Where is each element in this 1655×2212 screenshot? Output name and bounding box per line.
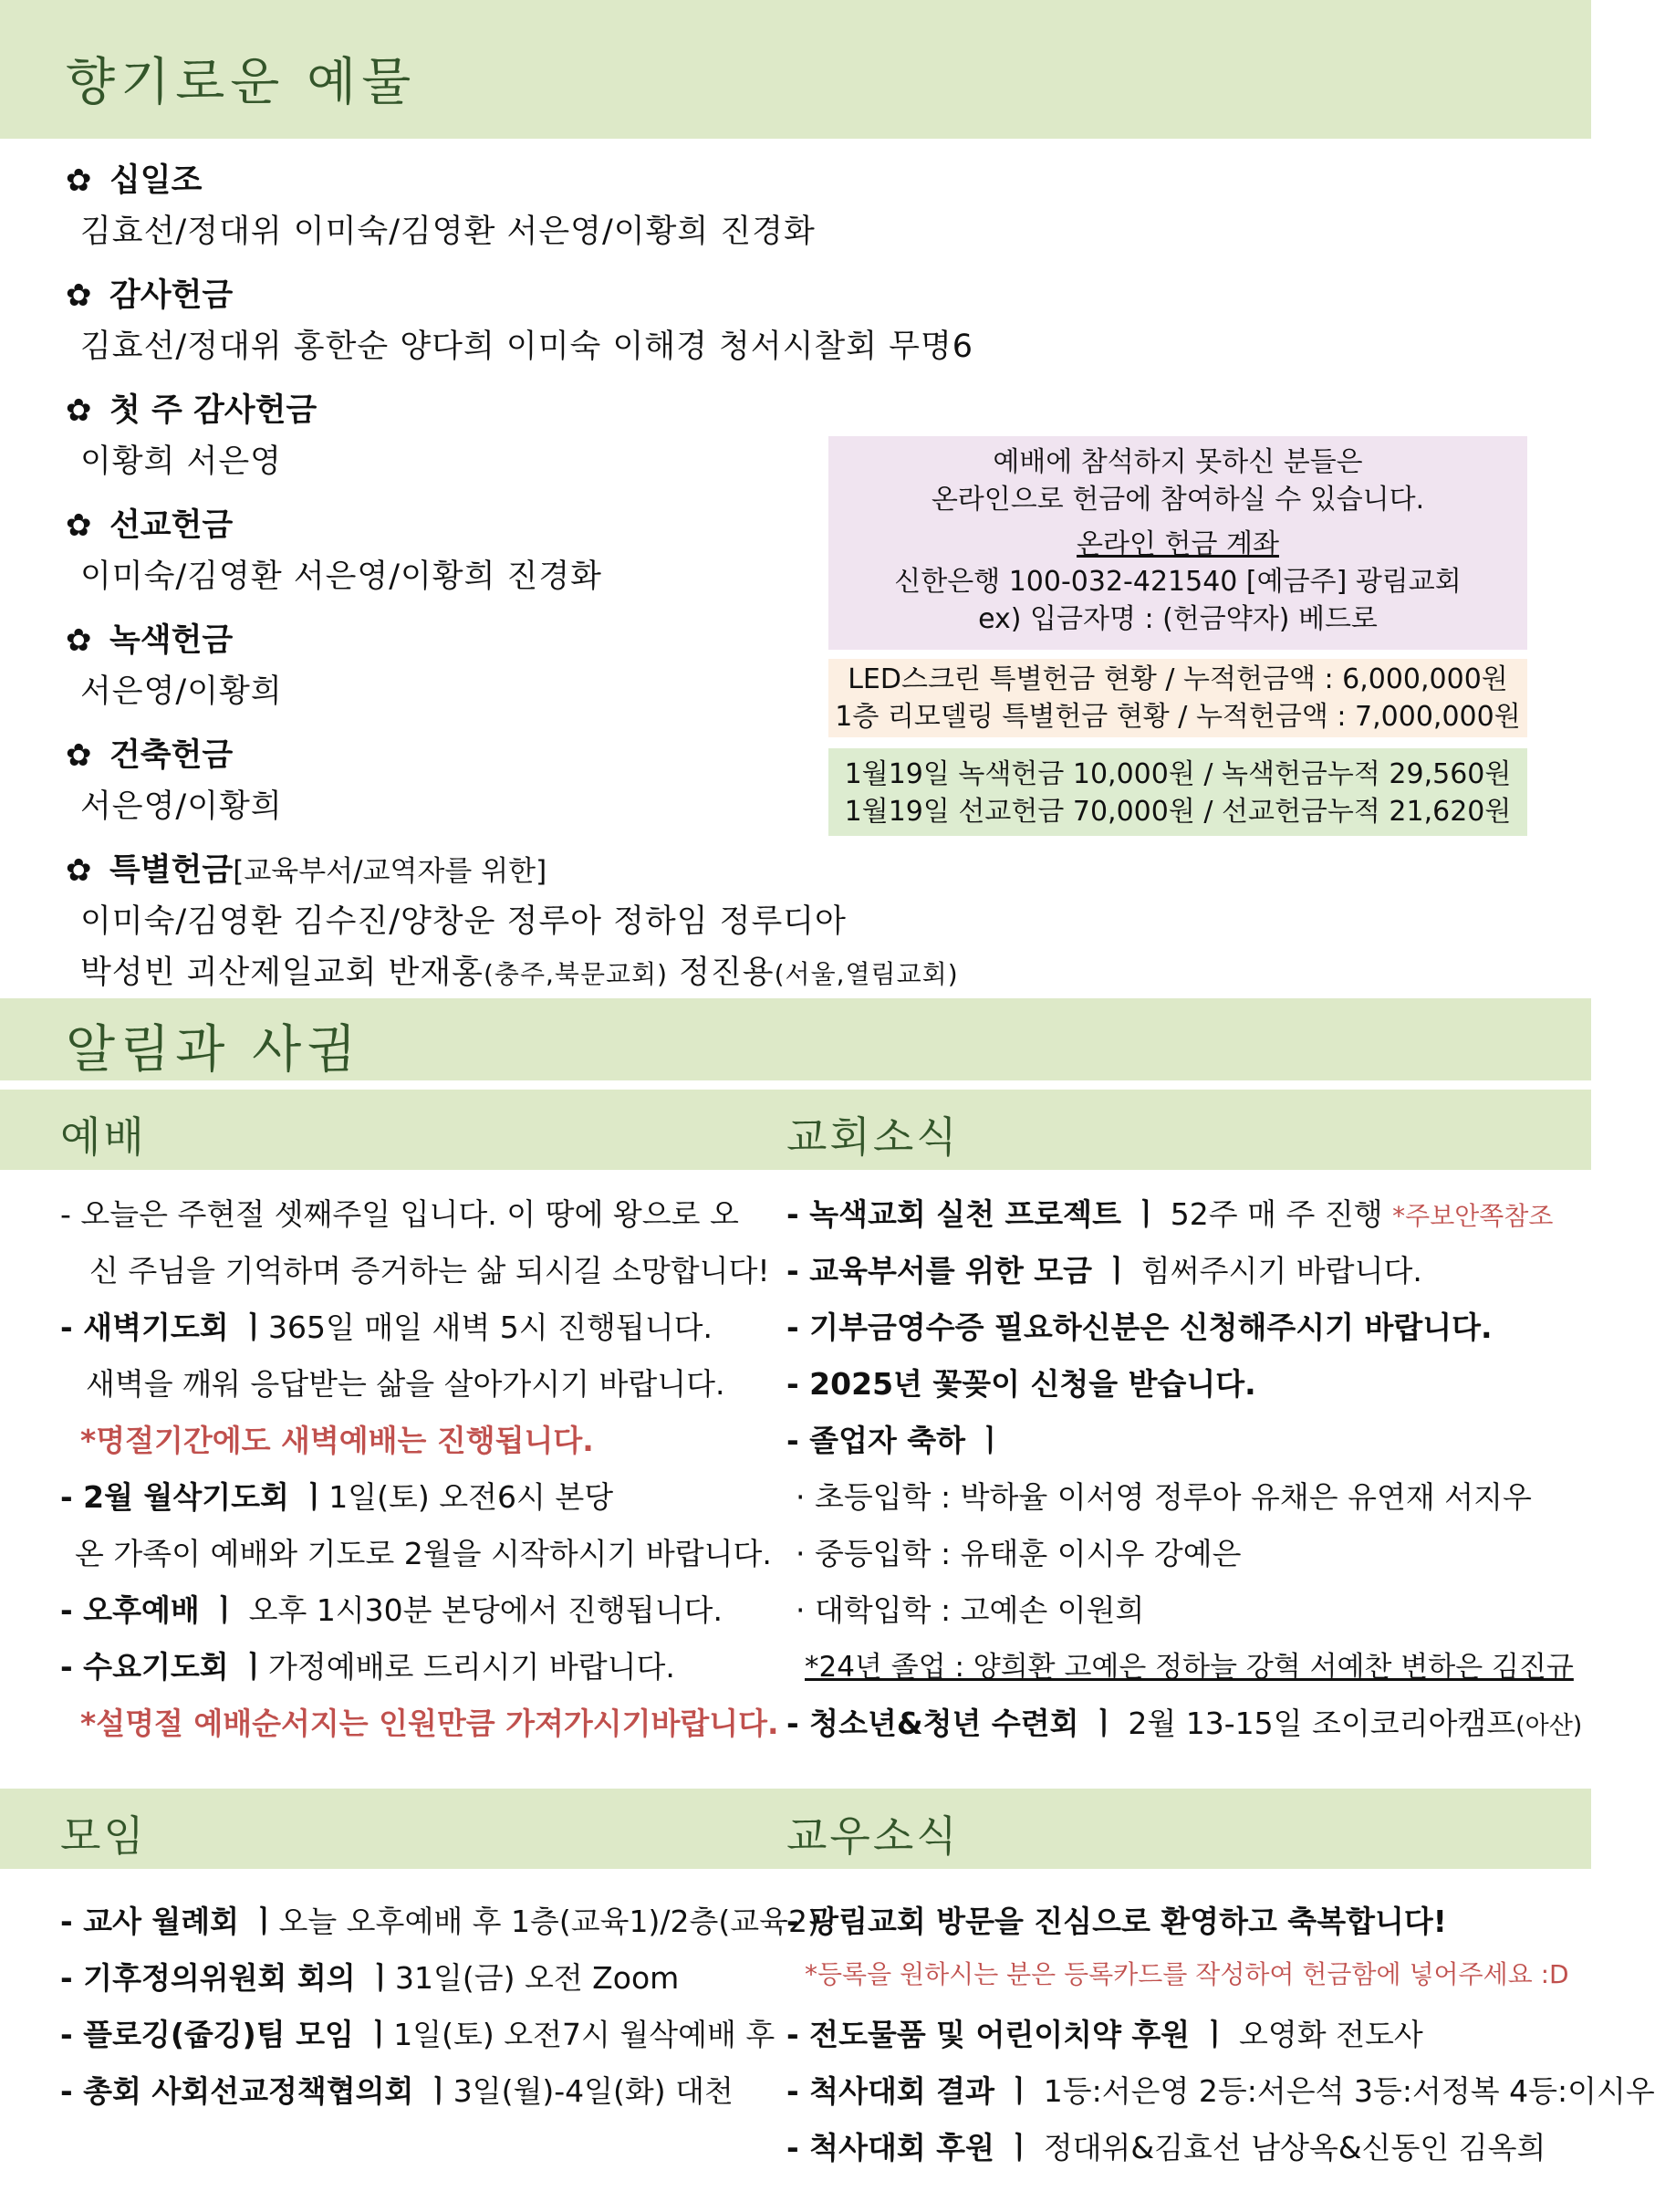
offering-title: ✿ 특별헌금[교육부서/교역자를 위한]	[66, 852, 547, 889]
members-news-item: - 전도물품 및 어린이치약 후원 ㅣ 오영화 전도사	[786, 2017, 1423, 2052]
members-news-item: - 척사대회 후원 ㅣ 정대위&김효선 남상옥&신동인 김옥희	[786, 2130, 1546, 2165]
members-news-title: 교우소식	[786, 1811, 960, 1861]
worship-church-band	[0, 1090, 1591, 1170]
worship-line: 온 가족이 예배와 기도로 2월을 시작하시기 바랍니다.	[75, 1536, 772, 1571]
meeting-members-band	[0, 1789, 1591, 1869]
online-line2: 온라인으로 헌금에 참여하실 수 있습니다.	[931, 484, 1425, 516]
flower-icon: ✿	[66, 507, 92, 544]
graduation-item: · 초등입학 : 박하율 이서영 정루아 유채은 유연재 서지우	[796, 1479, 1532, 1515]
church-news-item: - 녹색교회 실천 프로젝트 ㅣ 52주 매 주 진행 *주보안쪽참조	[786, 1196, 1554, 1232]
offerings-header-band	[0, 0, 1591, 139]
green-line1: 1월19일 녹색헌금 10,000원 / 녹색헌금누적 29,560원	[844, 758, 1512, 790]
worship-note: *명절기간에도 새벽예배는 진행됩니다.	[80, 1423, 594, 1458]
worship-line: 새벽을 깨워 응답받는 삶을 살아가시기 바랍니다.	[86, 1366, 725, 1402]
church-news-title: 교회소식	[786, 1112, 960, 1162]
worship-title: 예배	[60, 1112, 147, 1162]
flower-icon: ✿	[66, 852, 92, 889]
online-line1: 예배에 참석하지 못하신 분들은	[993, 446, 1363, 478]
wednesday-prayer: - 수요기도회 ㅣ가정예배로 드리시기 바랍니다.	[60, 1649, 675, 1685]
offering-title: ✿ 감사헌금	[66, 277, 234, 314]
offering-names: 이황희 서은영	[80, 443, 282, 480]
church-news-item: - 청소년&청년 수련회 ㅣ 2월 13-15일 조이코리아캠프(아산)	[786, 1706, 1583, 1741]
offering-note: [교육부서/교역자를 위한]	[233, 855, 547, 888]
graduation-item: *24년 졸업 : 양희환 고예은 정하늘 강혁 서예찬 변하은 김진규	[805, 1651, 1574, 1684]
offering-names: 서은영/이황희	[80, 788, 283, 825]
offering-title: ✿ 첫 주 감사헌금	[66, 392, 317, 429]
flower-icon: ✿	[66, 277, 92, 314]
members-news-item: - 광림교회 방문을 진심으로 환영하고 축복합니다!	[786, 1904, 1447, 1939]
graduation-item: · 중등입학 : 유태훈 이시우 강예은	[796, 1536, 1242, 1571]
offering-title: ✿ 십일조	[66, 162, 203, 199]
notices-header-band	[0, 998, 1591, 1080]
meeting-item: - 기후정의위원회 회의 ㅣ31일(금) 오전 Zoom	[60, 1960, 680, 1996]
notices-title: 알림과 사귐	[66, 1020, 362, 1080]
members-news-item: - 척사대회 결과 ㅣ 1등:서은영 2등:서은석 3등:서정복 4등:이시우	[786, 2073, 1655, 2109]
offering-title: ✿ 녹색헌금	[66, 622, 234, 659]
offerings-title: 향기로운 예물	[66, 53, 417, 112]
flower-icon: ✿	[66, 622, 92, 659]
church-news-item: - 기부금영수증 필요하신분은 신청해주시기 바랍니다.	[786, 1309, 1493, 1345]
meeting-title: 모임	[60, 1811, 147, 1861]
special-line2: 1층 리모델링 특별헌금 현황 / 누적헌금액 : 7,000,000원	[835, 701, 1521, 733]
meeting-item: - 플로깅(줍깅)팀 모임 ㅣ1일(토) 오전7시 월삭예배 후	[60, 2017, 775, 2052]
worship-note: *설명절 예배순서지는 인원만큼 가져가시기바랍니다.	[80, 1706, 779, 1741]
flower-icon: ✿	[66, 737, 92, 774]
church-news-item: - 교육부서를 위한 모금 ㅣ 힘써주시기 바랍니다.	[786, 1253, 1422, 1289]
green-line2: 1월19일 선교헌금 70,000원 / 선교헌금누적 21,620원	[844, 796, 1512, 828]
offering-names: 서은영/이황희	[80, 673, 283, 710]
green-mission-box	[828, 748, 1527, 836]
offering-names-extra: 박성빈 괴산제일교회 반재홍(충주,북문교회) 정진용(서울,열림교회)	[80, 955, 959, 991]
offering-names: 이미숙/김영환 김수진/양창운 정루아 정하임 정루디아	[80, 903, 847, 940]
afternoon-worship: - 오후예배 ㅣ 오후 1시30분 본당에서 진행됩니다.	[60, 1592, 723, 1628]
online-account: 신한은행 100-032-421540 [예금주] 광림교회	[894, 566, 1462, 598]
special-offering-box	[828, 659, 1527, 737]
meeting-item: - 교사 월례회 ㅣ오늘 오후예배 후 1층(교육1)/2층(교육2)	[60, 1904, 819, 1939]
flower-icon: ✿	[66, 162, 92, 199]
graduation-item: · 대학입학 : 고예손 이원희	[796, 1592, 1145, 1628]
special-line1: LED스크린 특별헌금 현황 / 누적헌금액 : 6,000,000원	[848, 663, 1508, 695]
offering-names: 이미숙/김영환 서은영/이황희 진경화	[80, 558, 602, 595]
offering-title: ✿ 건축헌금	[66, 737, 234, 774]
online-example: ex) 입금자명 : (헌금약자) 베드로	[978, 603, 1378, 635]
monthly-prayer: - 2월 월삭기도회 ㅣ1일(토) 오전6시 본당	[60, 1479, 614, 1515]
worship-line: - 오늘은 주현절 셋째주일 입니다. 이 땅에 왕으로 오	[60, 1196, 739, 1232]
offering-names: 김효선/정대위 이미숙/김영환 서은영/이황희 진경화	[80, 214, 816, 250]
church-news-item: - 졸업자 축하 ㅣ	[786, 1423, 1005, 1458]
online-account-title: 온라인 헌금 계좌	[1077, 528, 1279, 560]
flower-icon: ✿	[66, 392, 92, 429]
dawn-prayer: - 새벽기도회 ㅣ365일 매일 새벽 5시 진행됩니다.	[60, 1309, 713, 1345]
worship-line: 신 주님을 기억하며 증거하는 삶 되시길 소망합니다!	[89, 1253, 770, 1289]
members-news-note: *등록을 원하시는 분은 등록카드를 작성하여 헌금함에 넣어주세요 :D	[805, 1959, 1569, 1989]
church-news-item: - 2025년 꽃꽂이 신청을 받습니다.	[786, 1366, 1256, 1402]
meeting-item: - 총회 사회선교정책협의회 ㅣ3일(월)-4일(화) 대천	[60, 2073, 734, 2109]
offering-names: 김효선/정대위 홍한순 양다희 이미숙 이해경 청서시찰회 무명6	[80, 329, 974, 365]
offering-title: ✿ 선교헌금	[66, 507, 234, 544]
online-offering-box	[828, 436, 1527, 650]
